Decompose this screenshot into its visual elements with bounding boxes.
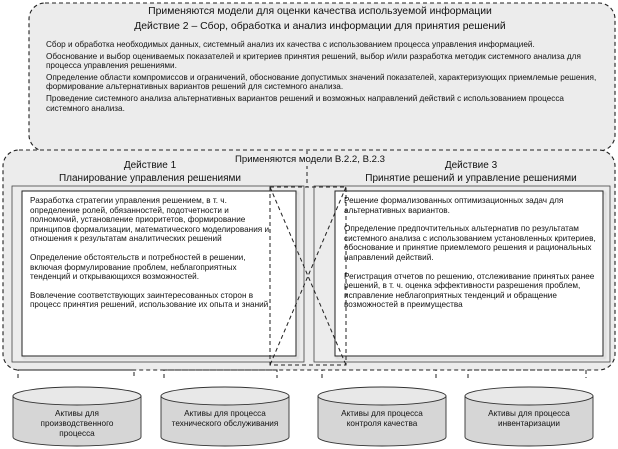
- action3-paragraph-3: Регистрация отчетов по решению, отслеживание принятых ранее решений, в т. ч. оценка эффективности разрешения проблем, исправление неблагоприятных тенденций и обращение возможностей в преимущества: [344, 271, 595, 310]
- action1-paragraph-2: Определение обстоятельств и потребностей в решении, включая формулирование проблем, неблагоприятных тенденций и открывающихся возможностей.: [30, 252, 246, 282]
- asset-label-production: Активы для производственного процесса: [40, 409, 114, 438]
- action1-subtitle: Планирование управления решениями: [58, 173, 242, 184]
- action1-paragraph-3: Вовлечение соответствующих заинтересованных сторон в процесс принятия решений, использование их опыта и знаний: [30, 290, 269, 310]
- action3-subtitle: Принятие решений и управление решениями: [365, 173, 577, 184]
- action3-body: [344, 196, 596, 312]
- asset-label-inventory: Активы для процесса инвентаризации: [488, 409, 570, 428]
- action1-title: Действие 1: [123, 160, 177, 171]
- action2-paragraph-2: Обоснование и выбор оцениваемых показателей и критериев принятия решений, выбор и/или разработка методик системного анализа для процесса управления решениями.: [46, 51, 581, 71]
- top-models-line: Применяются модели для оценки качества используемой информации: [148, 6, 492, 17]
- action1-paragraph-1: Разработка стратегии управления решением, в т. ч. определение ролей, обязанностей, подотчетности и полномочий, установление приоритетов, формирование принципов формализации, математического моделирования и отношения к результатам аналитических решений: [30, 196, 270, 244]
- action3-paragraph-2: Определение предпочтительных альтернатив по результатам системного анализа с использованием установленных критериев, обоснование и принятие приемлемого решения и рациональных направлений действий.: [344, 224, 596, 262]
- action2-paragraph-4: Проведение системного анализа альтернативных вариантов решений и возможных направлений действий с использованием процесса системного анализа.: [46, 93, 564, 113]
- action2-body: [46, 40, 602, 115]
- action2-title: Действие 2 – Сбор, обработка и анализ информации для принятия решений: [134, 21, 506, 32]
- asset-label-maintenance: Активы для процесса технического обслуживания: [171, 409, 279, 428]
- action2-paragraph-1: Сбор и обработка необходимых данных, системный анализ их качества с использованием процесса управления информацией.: [46, 40, 535, 49]
- action2-paragraph-3: Определение области компромиссов и ограничений, обоснование допустимых значений показателей, характеризующих приемлемые решения, формирование альтернативных вариантов решений для системного анализа.: [46, 72, 597, 92]
- action3-title: Действие 3: [444, 160, 498, 171]
- action1-body: [30, 196, 270, 312]
- asset-label-quality: Активы для процесса контроля качества: [341, 409, 423, 428]
- applied-models-label: Применяются модели В.2.2, В.2.3: [220, 154, 400, 166]
- action3-paragraph-1: Решение формализованных оптимизационных задач для альтернативных вариантов.: [344, 196, 564, 215]
- asset-brackets: [18, 370, 586, 378]
